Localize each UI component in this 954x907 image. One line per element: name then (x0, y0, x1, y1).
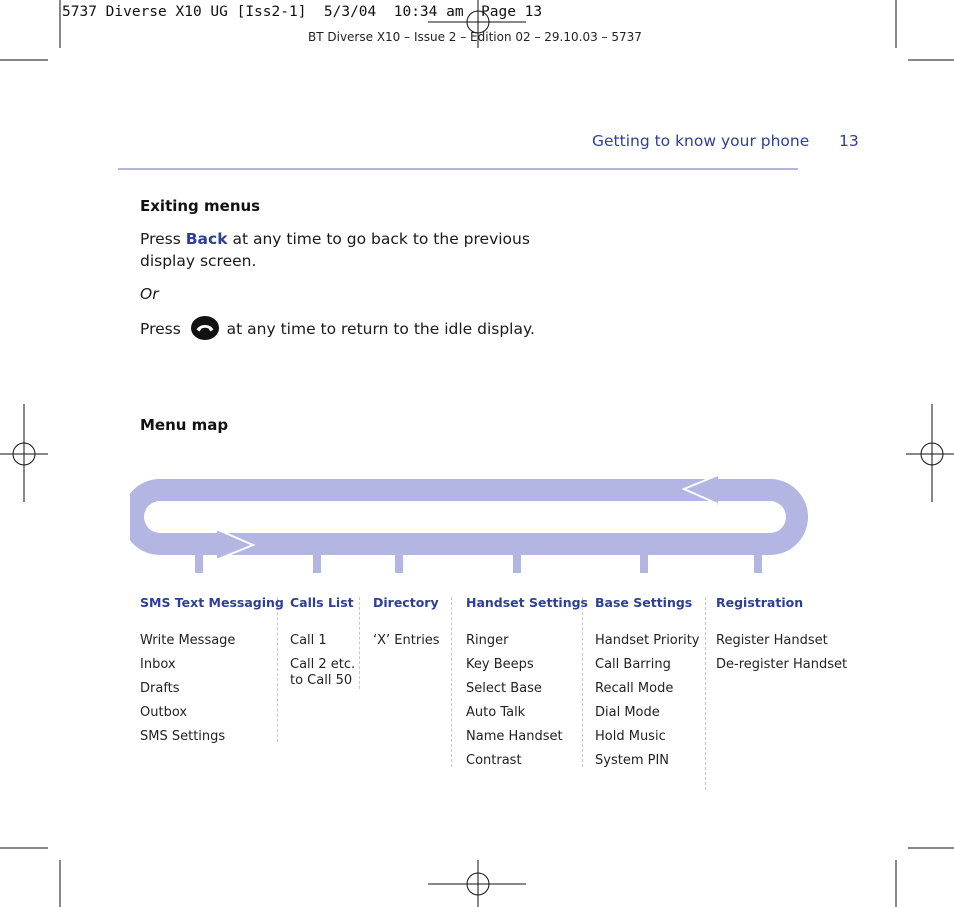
page-number: 13 (839, 132, 859, 150)
back-key-label: Back (185, 230, 228, 248)
menu-item: Ringer (466, 633, 509, 648)
menu-item: Select Base (466, 681, 542, 696)
back-instruction-text-2: display screen. (140, 252, 257, 270)
edition-line: BT Diverse X10 – Issue 2 – Edition 02 – 29.10.03 – 5737 (308, 30, 642, 44)
press-word: Press (140, 320, 181, 338)
menu-item: to Call 50 (290, 673, 353, 688)
menu-item: Dial Mode (595, 705, 660, 720)
column-divider (705, 597, 706, 790)
menu-item: Drafts (140, 681, 180, 696)
menu-item: Hold Music (595, 729, 666, 744)
menu-item: Call 1 (290, 633, 327, 648)
idle-instruction (140, 315, 535, 341)
registration-crosshair-icon (904, 404, 954, 504)
menu-item: Write Message (140, 633, 236, 648)
menu-item: Register Handset (716, 633, 828, 648)
menu-item: Name Handset (466, 729, 563, 744)
menu-column-title-directory: Directory (373, 595, 439, 610)
registration-crosshair-icon (428, 858, 528, 907)
idle-instruction-text: at any time to return to the idle display. (226, 320, 535, 338)
column-divider (359, 597, 360, 689)
menu-column-title-base-settings: Base Settings (595, 595, 693, 610)
menu-item: SMS Settings (140, 729, 226, 744)
menu-column-title-registration: Registration (716, 595, 804, 610)
back-instruction (140, 228, 540, 272)
exiting-menus-heading: Exiting menus (140, 197, 261, 215)
menu-item: De-register Handset (716, 657, 848, 672)
menu-map-loop (130, 465, 830, 580)
menu-item: System PIN (595, 753, 670, 768)
column-divider (277, 597, 278, 742)
header-rule (118, 168, 798, 170)
menu-column-title-sms: SMS Text Messaging (140, 595, 284, 610)
column-divider (582, 597, 583, 767)
menu-map-heading: Menu map (140, 416, 229, 434)
registration-crosshair-icon (0, 404, 50, 504)
menu-column-title-calls-list: Calls List (290, 595, 354, 610)
menu-item: Recall Mode (595, 681, 674, 696)
menu-item: Call Barring (595, 657, 671, 672)
end-call-key-icon (190, 315, 220, 341)
or-word: Or (140, 285, 159, 303)
menu-item: Outbox (140, 705, 188, 720)
menu-item: Contrast (466, 753, 522, 768)
menu-item: Handset Priority (595, 633, 700, 648)
menu-column-title-handset-settings: Handset Settings (466, 595, 588, 610)
menu-item: Key Beeps (466, 657, 534, 672)
column-divider (451, 597, 452, 767)
menu-item: Auto Talk (466, 705, 526, 720)
back-instruction-text: at any time to go back to the previous (232, 230, 530, 248)
press-word: Press (140, 230, 181, 248)
menu-item: ‘X’ Entries (373, 633, 440, 648)
print-slug: 5737 Diverse X10 UG [Iss2-1] 5/3/04 10:34 am Page 13 (62, 4, 543, 20)
section-title: Getting to know your phone (592, 132, 810, 150)
menu-item: Call 2 etc. (290, 657, 356, 672)
menu-item: Inbox (140, 657, 176, 672)
